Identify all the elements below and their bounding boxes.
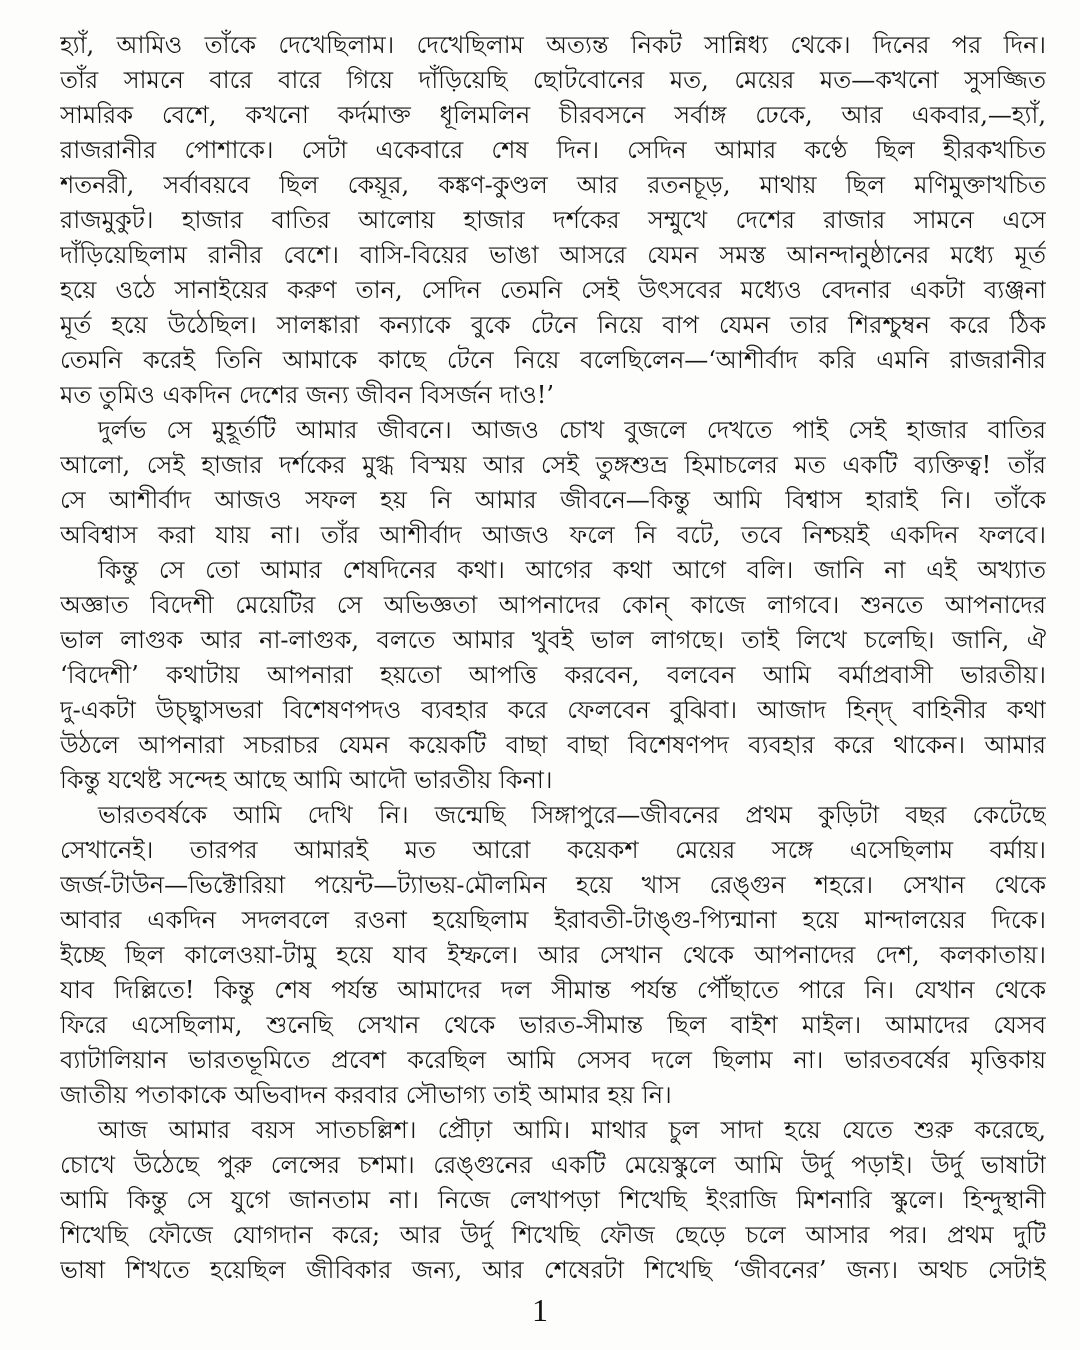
text-line: মূর্ত হয়ে উঠেছিল। সালঙ্কারা কন্যাকে বুকে টেনে নিয়ে বাপ যেমন তার শিরশ্চুম্বন করে ঠিক — [60, 311, 1046, 339]
text-line: চোখে উঠেছে পুরু লেন্সের চশমা। রেঙ্গুনের একটি মেয়েস্কুলে আমি উর্দু পড়াই। উর্দু ভাষাটা — [60, 1151, 1046, 1179]
text-line: সেখানেই। তারপর আমারই মত আরো কয়েকশ মেয়ের সঙ্গে এসেছিলাম বর্মায়। — [60, 836, 1046, 864]
text-line: হয়ে ওঠে সানাইয়ের করুণ তান, সেদিন তেমনি সেই উৎসবের মধ্যেও বেদনার একটা ব্যঞ্জনা — [60, 276, 1046, 304]
text-line: কিন্তু যথেষ্ট সন্দেহ আছে আমি আদৌ ভারতীয় কিনা। — [60, 766, 553, 794]
paragraph — [60, 553, 1046, 798]
text-line: ভাল লাগুক আর না-লাগুক, বলতে আমার খুবই ভাল লাগছে। তাই লিখে চলেছি। জানি, ঐ — [60, 626, 1046, 654]
paragraph — [60, 1113, 1046, 1288]
paragraph — [60, 28, 1046, 413]
text-line: তেমনি করেই তিনি আমাকে কাছে টেনে নিয়ে বলেছিলেন—‘আশীর্বাদ করি এমনি রাজরানীর — [60, 346, 1046, 374]
text-line: তাঁর সামনে বারে বারে গিয়ে দাঁড়িয়েছি ছোটবোনের মত, মেয়ের মত—কখনো সুসজ্জিত — [60, 66, 1046, 94]
text-line: সামরিক বেশে, কখনো কর্দমাক্ত ধূলিমলিন চীরবসনে সর্বাঙ্গ ঢেকে, আর একবার,—হ্যাঁ, — [60, 101, 1046, 129]
text-line: ইচ্ছে ছিল কালেওয়া-টামু হয়ে যাব ইম্ফলে। আর সেখান থেকে আপনাদের দেশ, কলকাতায়। — [60, 941, 1046, 969]
text-line: উঠলে আপনারা সচরাচর যেমন কয়েকটি বাছা বাছা বিশেষণপদ ব্যবহার করে থাকেন। আমার — [60, 731, 1046, 759]
text-line: দু-একটা উচ্ছ্বাসভরা বিশেষণপদও ব্যবহার করে ফেলবেন বুঝিবা। আজাদ হিন্দ্ বাহিনীর কথা — [60, 696, 1046, 724]
text-line: সে আশীর্বাদ আজও সফল হয় নি আমার জীবনে—কিন্তু আমি বিশ্বাস হারাই নি। তাঁকে — [60, 486, 1046, 514]
text-line: ভারতবর্ষকে আমি দেখি নি। জন্মেছি সিঙ্গাপুরে—জীবনের প্রথম কুড়িটা বছর কেটেছে — [98, 801, 1046, 829]
page-number: 1 — [532, 1292, 548, 1328]
text-line: জাতীয় পতাকাকে অভিবাদন করবার সৌভাগ্য তাই আমার হয় নি। — [60, 1081, 672, 1109]
text-line: শিখেছি ফৌজে যোগদান করে; আর উর্দু শিখেছি ফৌজ ছেড়ে চলে আসার পর। প্রথম দুটি — [60, 1221, 1046, 1249]
text-line: জর্জ-টাউন—ভিক্টোরিয়া পয়েন্ট—ট্যাভয়-মৌলমিন হয়ে খাস রেঙ্গুন শহরে। সেখান থেকে — [60, 871, 1046, 899]
text-line: অবিশ্বাস করা যায় না। তাঁর আশীর্বাদ আজও ফলে নি বটে, তবে নিশ্চয়ই একদিন ফলবে। — [60, 521, 1046, 549]
text-line: ফিরে এসেছিলাম, শুনেছি সেখান থেকে ভারত-সীমান্ত ছিল বাইশ মাইল। আমাদের যেসব — [60, 1011, 1046, 1039]
text-line: অজ্ঞাত বিদেশী মেয়েটির সে অভিজ্ঞতা আপনাদের কোন্ কাজে লাগবে। শুনতে আপনাদের — [60, 591, 1046, 619]
text-line: আবার একদিন সদলবলে রওনা হয়েছিলাম ইরাবতী-টাঙ্গু-প্যিন্মানা হয়ে মান্দালয়ের দিকে। — [60, 906, 1046, 934]
text-line: দুর্লভ সে মুহূর্তটি আমার জীবনে। আজও চোখ বুজলে দেখতে পাই সেই হাজার বাতির — [98, 416, 1046, 444]
paragraph — [60, 413, 1046, 553]
text-line: শতনরী, সর্বাবয়বে ছিল কেয়ূর, কঙ্কণ-কুণ্ডল আর রতনচূড়, মাথায় ছিল মণিমুক্তাখচিত — [60, 171, 1046, 199]
text-line: ব্যাটালিয়ান ভারতভূমিতে প্রবেশ করেছিল আমি সেসব দলে ছিলাম না। ভারতবর্ষের মৃত্তিকায় — [60, 1046, 1046, 1074]
text-line: ‘বিদেশী’ কথাটায় আপনারা হয়তো আপত্তি করবেন, বলবেন আমি বর্মাপ্রবাসী ভারতীয়। — [60, 661, 1046, 689]
text-line: হ্যাঁ, আমিও তাঁকে দেখেছিলাম। দেখেছিলাম অত্যন্ত নিকট সান্নিধ্য থেকে। দিনের পর দিন। — [60, 31, 1046, 59]
text-line: আজ আমার বয়স সাতচল্লিশ। প্রৌঢ়া আমি। মাথার চুল সাদা হয়ে যেতে শুরু করেছে, — [98, 1116, 1046, 1144]
paragraph — [60, 798, 1046, 1113]
text-line: ভাষা শিখতে হয়েছিল জীবিকার জন্য, আর শেষেরটা শিখেছি ‘জীবনের’ জন্য। অথচ সেটাই — [60, 1256, 1046, 1284]
text-line: রাজমুকুট। হাজার বাতির আলোয় হাজার দর্শকের সম্মুখে দেশের রাজার সামনে এসে — [60, 206, 1046, 234]
text-line: আলো, সেই হাজার দর্শকের মুগ্ধ বিস্ময় আর সেই তুঙ্গশুভ্র হিমাচলের মত একটি ব্যক্তিত্ব! তাঁর — [60, 451, 1046, 479]
body-text — [60, 28, 1046, 1288]
text-line: আমি কিন্তু সে যুগে জানতাম না। নিজে লেখাপড়া শিখেছি ইংরাজি মিশনারি স্কুলে। হিন্দুস্থানী — [60, 1186, 1046, 1214]
text-line: দাঁড়িয়েছিলাম রানীর বেশে। বাসি-বিয়ের ভাঙা আসরে যেমন সমস্ত আনন্দানুষ্ঠানের মধ্যে মূর্ত — [60, 241, 1046, 269]
text-line: রাজরানীর পোশাকে। সেটা একেবারে শেষ দিন। সেদিন আমার কণ্ঠে ছিল হীরকখচিত — [60, 136, 1046, 164]
text-line: কিন্তু সে তো আমার শেষদিনের কথা। আগের কথা আগে বলি। জানি না এই অখ্যাত — [98, 556, 1046, 584]
text-line: যাব দিল্লিতে! কিন্তু শেষ পর্যন্ত আমাদের দল সীমান্ত পর্যন্ত পৌঁছাতে পারে নি। যেখান থেকে — [60, 976, 1046, 1004]
text-line: মত তুমিও একদিন দেশের জন্য জীবন বিসর্জন দাও!’ — [60, 381, 555, 409]
